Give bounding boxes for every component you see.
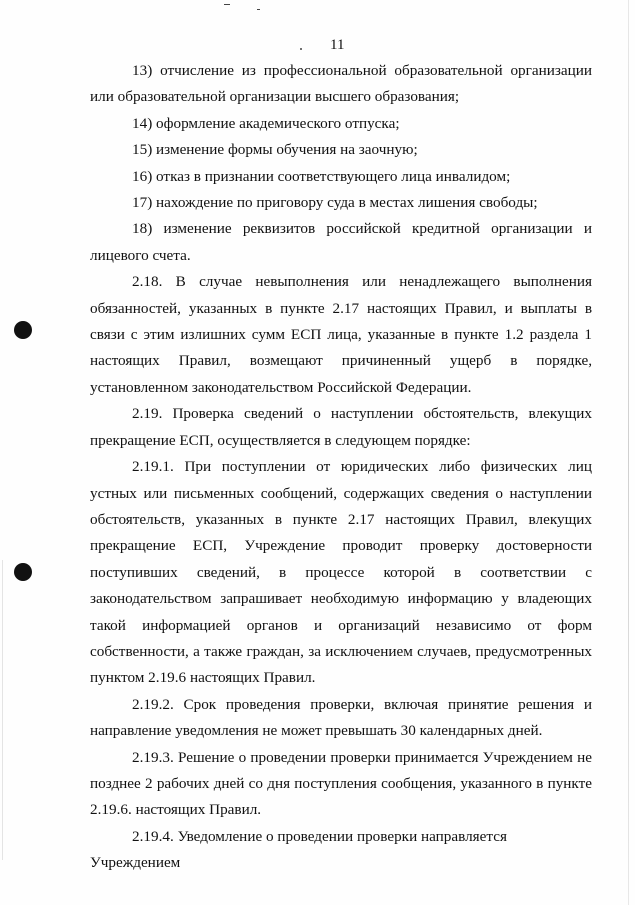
paragraph-item-14: 14) оформление академического отпуска; xyxy=(132,114,400,132)
scan-artifact xyxy=(300,48,302,50)
page-edge-shadow xyxy=(2,560,3,860)
paragraph-2-19-2: 2.19.2. Срок проведения проверки, включая принятие решения и направление уведомления не может превышать 30 календарных дней. xyxy=(90,695,592,740)
paragraph-2-19-3: 2.19.3. Решение о проведении проверки принимается Учреждением не позднее 2 рабочих дней со дня поступления сообщения, указанного в пункте 2.19.6. настоящих Правил. xyxy=(90,748,592,819)
page-number: 11 xyxy=(330,37,345,53)
paragraph-item-18: 18) изменение реквизитов российской кредитной организации и лицевого счета. xyxy=(90,220,592,264)
paragraph-2-19-1: 2.19.1. При поступлении от юридических либо физических лиц устных или письменных сообщений, содержащих сведения о наступлении обстоятельств, указанных в пункте 2.17 настоящих Правил, влекущих прекращение ЕСП, Учреждение проводит проверку достоверности поступивших сведений, в процессе которой в соответствии с законодательством запрашивает необходимую информацию у владеющих такой информацией органов и организаций независимо от форм собственности, а также граждан, за исключением случаев, предусмотренных пунктом 2.19.6 настоящих Правил. xyxy=(90,458,592,687)
paragraph-2-19: 2.19. Проверка сведений о наступлении обстоятельств, влекущих прекращение ЕСП, осуществляется в следующем порядке: xyxy=(90,405,592,449)
scan-artifact xyxy=(224,4,230,5)
paragraph-item-17: 17) нахождение по приговору суда в местах лишения свободы; xyxy=(132,194,538,212)
binder-hole xyxy=(14,563,32,581)
binder-hole xyxy=(14,321,32,339)
document-body xyxy=(90,58,592,877)
scan-artifact xyxy=(257,9,260,10)
paragraph-item-15: 15) изменение формы обучения на заочную; xyxy=(132,141,418,159)
paragraph-item-16: 16) отказ в признании соответствующего лица инвалидом; xyxy=(132,167,511,185)
paragraph-2-18: 2.18. В случае невыполнения или ненадлежащего выполнения обязанностей, указанных в пункте 2.17 настоящих Правил, и выплаты в связи с этим излишних сумм ЕСП лица, указанные в пункте 1.2 раздела 1 настоящих Правил, возмещают причиненный ущерб в порядке, установленном законодательством Российской Федерации. xyxy=(90,273,592,396)
page-edge-shadow xyxy=(628,0,629,905)
paragraph-2-19-4: 2.19.4. Уведомление о проведении проверки направляется Учреждением xyxy=(90,827,507,872)
paragraph-item-13: 13) отчисление из профессиональной образовательной организации или образовательной организации высшего образования; xyxy=(90,62,592,106)
